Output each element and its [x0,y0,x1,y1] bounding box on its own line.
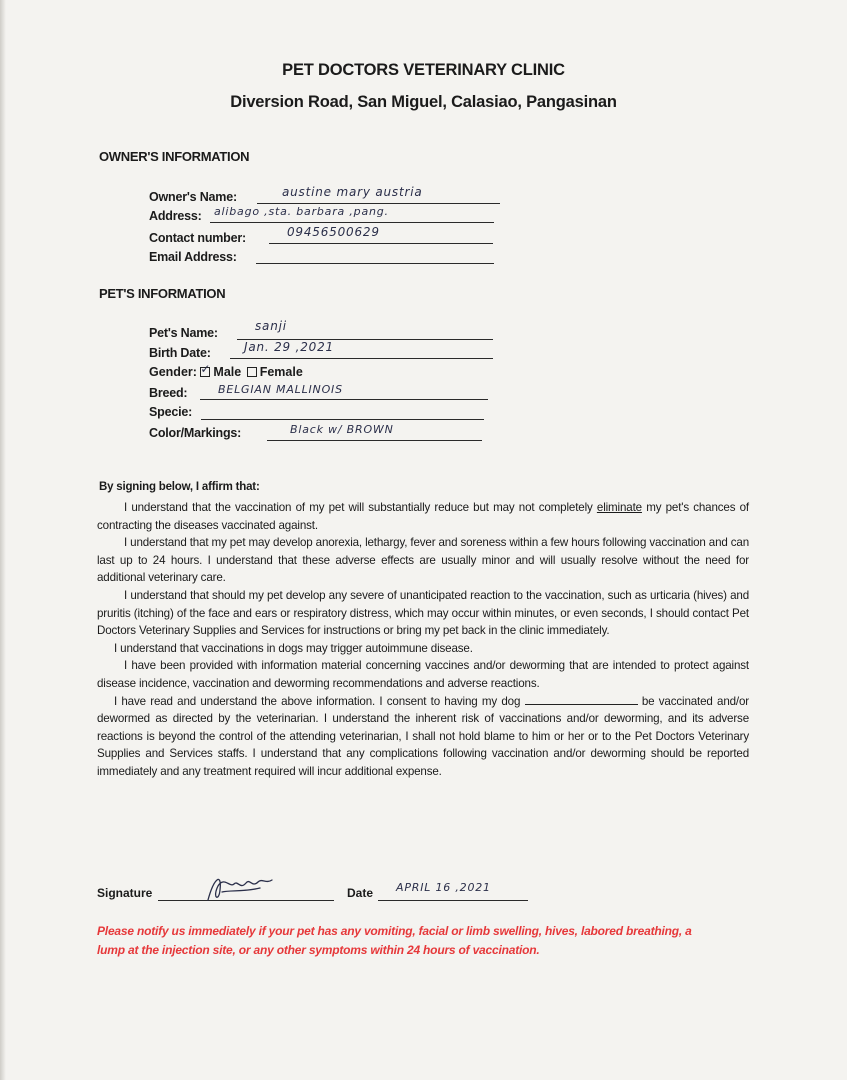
owner-name-line [257,203,500,204]
handwritten-signature[interactable] [200,868,280,906]
contact-line [269,243,493,244]
affirmation-clauses [97,499,749,781]
owner-section-title: OWNER'S INFORMATION [99,149,250,164]
male-checkbox[interactable] [200,367,210,377]
dog-name-blank[interactable] [525,694,638,705]
signature-label: Signature [97,886,153,900]
owner-name-label: Owner's Name: [149,190,237,204]
clause-side-effects: I understand that my pet may develop anorexia, lethargy, fever and soreness within a few hours following vaccination and can last up to 24 hours. I understand that these adverse effects are usually minor and will usually resolve without the need for additional veterinary care. [97,536,750,585]
birth-date-value[interactable]: Jan. 29 ,2021 [244,340,334,354]
birth-date-line [230,358,493,359]
birth-date-label: Birth Date: [149,346,211,360]
date-label: Date [347,886,374,900]
clause-consent [97,693,749,781]
clause-1-text: I understand that the vaccination of my pet will substantially reduce but may not completely [124,501,597,514]
clinic-address: Diversion Road, San Miguel, Calasiao, Pangasinan [230,93,617,111]
contact-label: Contact number: [149,231,247,245]
pet-name-label: Pet's Name: [149,326,218,340]
clause-6-text: I have read and understand the above information. I consent to having my dog [114,694,525,708]
address-line [210,222,494,223]
color-line [267,440,482,441]
clause-severe-reaction: I understand that should my pet develop any severe of unanticipated reaction to the vaccination, such as urticaria (hives) and pruritis (itching) of the face and ears or respiratory distress, which may occur within minutes, or even seconds, I should contact Pet Doctors Veterinary Supplies and Services for instructions or bring my pet back in the clinic immediately. [97,588,749,638]
scan-edge-shadow [0,0,6,1080]
email-label: Email Address: [149,250,237,264]
affirm-heading: By signing below, I affirm that: [99,481,260,493]
clause-6-text-end: be vaccinated and/or dewormed as directed by the veterinarian. I understand the inherent risk of vaccinations and/or deworming, and its adverse reactions is beyond the control of the attending veterinarian, I shall not hold blame to him or her or to the Pet Doctors Veterinary Supplies and Services staffs. I understand that any complications following vaccination and/or deworming should be reported immediately and any treatment required will incur additional expense. [97,694,749,778]
color-value[interactable]: Black w/ BROWN [290,423,394,436]
address-value[interactable]: alibago ,sta. barbara ,pang. [214,205,389,218]
clinic-name: PET DOCTORS VETERINARY CLINIC [282,61,565,79]
pet-name-value[interactable]: sanji [255,319,287,333]
date-line [378,900,528,901]
notice-text: Please notify us immediately if your pet has any vomiting, facial or limb swelling, hives, labored breathing, a lump at the injection site, or any other symptoms within 24 hours of vaccination. [97,924,692,957]
contact-value[interactable]: 09456500629 [287,225,380,239]
color-label: Color/Markings: [149,426,242,440]
date-value[interactable]: APRIL 16 ,2021 [396,881,491,894]
breed-value[interactable]: BELGIAN MALLINOIS [218,383,343,396]
male-label: Male [213,365,242,379]
female-label: Female [259,365,303,379]
breed-label: Breed: [149,386,188,400]
gender-row [149,365,303,379]
clause-1-underlined: eliminate [596,501,642,514]
owner-name-value[interactable]: austine mary austria [282,185,423,199]
breed-line [200,399,488,400]
clause-vaccination-reduction [97,499,749,534]
gender-label: Gender: [149,365,197,379]
female-checkbox[interactable] [247,367,257,377]
address-label: Address: [149,209,202,223]
pet-section-title: PET'S INFORMATION [99,286,226,301]
clause-autoimmune: I understand that vaccinations in dogs may trigger autoimmune disease. [114,641,473,655]
specie-line [201,419,484,420]
specie-label: Specie: [149,405,193,419]
email-line [256,263,494,264]
clause-information-provided: I have been provided with information material concerning vaccines and/or deworming that are intended to protect against disease incidence, vaccination and deworming recommendations and adverse reactions. [97,659,749,690]
clause-1-text-end: my pet's chances of contracting the diseases vaccinated against. [97,501,749,532]
